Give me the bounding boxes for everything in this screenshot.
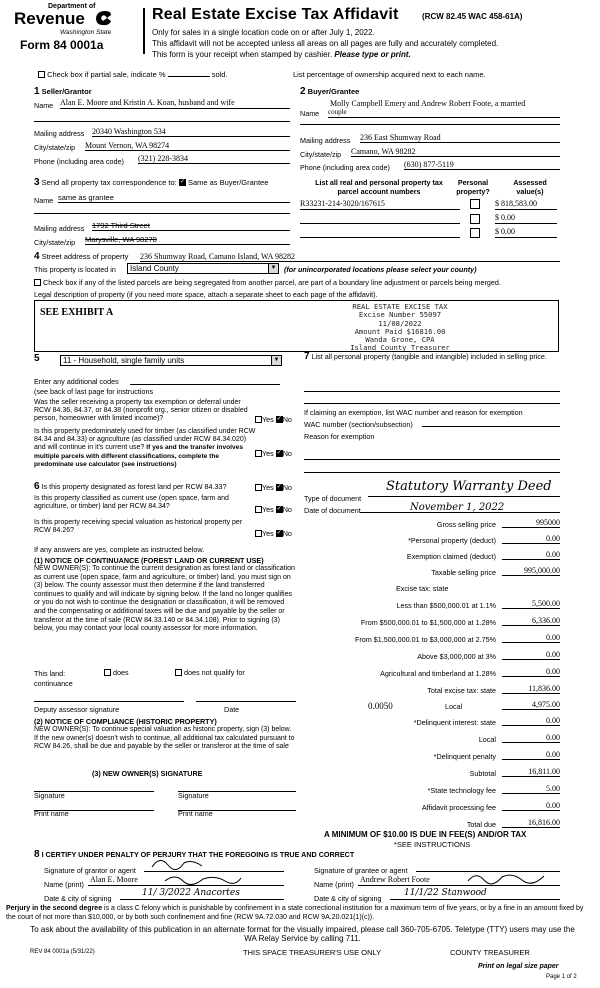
- section-6-number: 6: [34, 481, 40, 492]
- revision-code: REV 84 0001a (5/31/22): [30, 949, 95, 955]
- section-3-number: 3: [34, 177, 40, 188]
- personal-property-checkbox-3[interactable]: [470, 228, 480, 238]
- tax-label-delinquent-interest: *Delinquent interest: state: [413, 718, 496, 727]
- alternate-format-note: To ask about the availability of this publication in an alternate format for the visually impaired, please call 360-705-6705. Teletype (TTY) users may use the WA Relay Service by calling 711.: [30, 925, 575, 943]
- stamp-line-1: REAL ESTATE EXCISE TAX: [352, 302, 448, 311]
- personal-property-checkbox-1[interactable]: [470, 199, 480, 209]
- treasurer-stamp: [325, 303, 475, 353]
- tax-value-delinquent-local[interactable]: 0.00: [502, 733, 560, 743]
- seller-phone-field[interactable]: (321) 228-3834: [138, 154, 290, 164]
- tax-value-processing-fee[interactable]: 0.00: [502, 801, 560, 811]
- deputy-date-field[interactable]: [196, 694, 296, 702]
- buyer-city-field[interactable]: Camano, WA 98282: [351, 147, 560, 157]
- seller-name-label: Name: [34, 101, 54, 110]
- continuance-label: continuance: [34, 679, 73, 688]
- same-as-buyer-label: Same as Buyer/Grantee: [187, 178, 269, 187]
- parcel-col-header: List all real and personal property tax parcel account numbers: [315, 178, 443, 196]
- q-current-use-yes[interactable]: [255, 506, 262, 513]
- tax-value-subtotal[interactable]: 16,811.00: [502, 767, 560, 777]
- print-name-label-2: Print name: [178, 809, 213, 818]
- tax-label-agri: Agricultural and timberland at 1.28%: [380, 669, 496, 678]
- legal-description-box[interactable]: [34, 300, 559, 352]
- land-does-checkbox[interactable]: [104, 669, 111, 676]
- tax-value-tier4[interactable]: 0.00: [502, 650, 560, 660]
- page-number: Page 1 of 2: [546, 974, 577, 980]
- grantee-date-field[interactable]: 11/1/22 Stanwood: [404, 888, 487, 898]
- tax-value-tier1[interactable]: 5,500.00: [502, 599, 560, 609]
- grantor-date-field[interactable]: 11/ 3/2022 Anacortes: [142, 888, 240, 898]
- seller-city-label: City/state/zip: [34, 143, 76, 152]
- street-address-field[interactable]: 236 Shumway Road, Camano Island, WA 98282: [140, 252, 560, 262]
- county-treasurer-label: COUNTY TREASURER: [450, 948, 530, 957]
- tax-label-personal: *Personal property (deduct): [408, 536, 496, 545]
- seller-city-field[interactable]: Mount Vernon, WA 98274: [85, 141, 290, 151]
- county-select-value: Island County: [130, 264, 179, 273]
- tax-value-tier2[interactable]: 6,336.00: [502, 616, 560, 626]
- certify-statement: I CERTIFY UNDER PENALTY OF PERJURY THAT THE FOREGOING IS TRUE AND CORRECT: [41, 850, 355, 859]
- county-select[interactable]: [127, 263, 279, 274]
- yes-label: Yes: [262, 483, 274, 492]
- tax-value-tech-fee[interactable]: 5.00: [502, 784, 560, 794]
- dor-logo: [8, 4, 133, 54]
- no-label: No: [282, 449, 292, 458]
- buyer-heading: Buyer/Grantee: [307, 87, 360, 96]
- tax-value-delinquent-interest[interactable]: 0.00: [502, 716, 560, 726]
- minimum-due-note: A MINIMUM OF $10.00 IS DUE IN FEE(S) AND/OR TAX: [324, 830, 527, 839]
- q-historic-no[interactable]: [276, 530, 283, 537]
- tax-label-delinquent-local: Local: [478, 735, 496, 744]
- tax-value-local[interactable]: 4,975.00: [502, 700, 560, 710]
- buyer-city-label: City/state/zip: [300, 150, 342, 159]
- q-current-use-no[interactable]: [276, 506, 283, 513]
- exemption-claim-label: If claiming an exemption, list WAC number and reason for exemption: [304, 408, 523, 417]
- buyer-name-line2[interactable]: couple: [328, 108, 560, 118]
- historic-question: Is this property receiving special valuation as historical property per RCW 84.26?: [34, 519, 243, 535]
- doc-date-label: Date of document: [304, 506, 361, 515]
- excise-state-heading: Excise tax: state: [396, 584, 449, 593]
- compliance-heading: (2) NOTICE OF COMPLIANCE (HISTORIC PROPERTY): [34, 717, 217, 726]
- grantor-signature-image: [150, 857, 210, 871]
- q-exemption-no[interactable]: [276, 416, 283, 423]
- form-title-ref: (RCW 82.45 WAC 458-61A): [422, 12, 523, 21]
- seller-mail-field[interactable]: 20340 Washington 534: [92, 127, 290, 137]
- grantor-name-field[interactable]: Alan E. Moore: [90, 875, 138, 884]
- no-label: No: [282, 415, 292, 424]
- form-number: Form 84 0001a: [20, 38, 104, 52]
- tax-value-gross[interactable]: 995000: [502, 518, 560, 528]
- forest-land-question: Is this property designated as forest land per RCW 84.33?: [41, 482, 227, 491]
- signature-label-2: Signature: [178, 791, 209, 800]
- assessed-value-1[interactable]: $ 818,583.00: [495, 199, 557, 210]
- seller-phone-label: Phone (including area code): [34, 157, 124, 166]
- current-use-question: Is this property classified as current use (open space, farm and agriculture, or timber) land per RCW 84.34?: [34, 495, 229, 511]
- perjury-bold: Perjury in the second degree: [6, 905, 103, 912]
- signature-label-1: Signature: [34, 791, 65, 800]
- wa-logo-icon: [93, 9, 113, 27]
- section-5-number: 5: [34, 353, 40, 364]
- yes-label: Yes: [262, 415, 274, 424]
- parcel-account-3[interactable]: [300, 227, 460, 238]
- q-historic-yes[interactable]: [255, 530, 262, 537]
- deputy-signature-field[interactable]: [34, 694, 184, 702]
- grantor-cosignature-image: [163, 873, 243, 885]
- yes-label: Yes: [262, 449, 274, 458]
- tax-label-processing-fee: Affidavit processing fee: [421, 803, 496, 812]
- partial-sold-label: sold.: [211, 70, 228, 79]
- tax-label-subtotal: Subtotal: [469, 769, 496, 778]
- buyer-name-line1[interactable]: Molly Campbell Emery and Andrew Robert Foote, a married: [330, 99, 526, 108]
- revenue-text: Revenue: [14, 9, 85, 28]
- corr-mail-field[interactable]: 1792 Third Street: [92, 221, 150, 230]
- exemption-reason-field-2[interactable]: [304, 465, 560, 473]
- exemption-reason-label: Reason for exemption: [304, 432, 375, 441]
- tax-label-gross: Gross selling price: [436, 520, 496, 529]
- additional-codes-note: (see back of last page for instructions: [34, 387, 154, 396]
- land-does-label: does: [113, 668, 129, 677]
- new-owner-signature-heading: (3) NEW OWNER(S) SIGNATURE: [92, 769, 203, 778]
- exemption-question: Was the seller receiving a property tax exemption or deferral under RCW 84.36, 84.37, or 84.38 (nonprofit org., senior citizen or disabled person, homeowner with limited income)?: [34, 399, 248, 423]
- partial-percent-field[interactable]: [168, 76, 210, 77]
- buyer-phone-label: Phone (including area code): [300, 163, 390, 172]
- q-timber-no[interactable]: [276, 450, 283, 457]
- header-line-3b: Please type or print.: [334, 50, 411, 59]
- stamp-line-2: Excise Number 55097: [358, 310, 442, 320]
- grantor-signature-label: Signature of grantor or agent: [44, 866, 136, 875]
- tax-label-tier3: From $1,500,000.01 to $3,000,000 at 2.75%: [354, 635, 496, 644]
- tax-label-tier1: Less than $500,000.01 at 1.1%: [396, 601, 496, 610]
- corr-mail-label: Mailing address: [34, 224, 85, 233]
- form-title: Real Estate Excise Tax Affidavit: [152, 6, 399, 23]
- grantor-name-label: Name (print): [44, 880, 84, 889]
- tax-value-personal[interactable]: 0.00: [502, 534, 560, 544]
- section-7-number: 7: [304, 351, 310, 362]
- list-percentage-note: List percentage of ownership acquired next to each name.: [293, 70, 486, 79]
- doc-type-label: Type of document: [304, 494, 362, 503]
- local-label: Local: [445, 702, 463, 711]
- washington-state-text: Washington State: [60, 29, 112, 36]
- section-8-number: 8: [34, 849, 40, 860]
- section-4-number: 4: [34, 251, 40, 262]
- q-forest-no[interactable]: [276, 484, 283, 491]
- buyer-mail-label: Mailing address: [300, 136, 351, 145]
- correspondence-label: Send all property tax correspondence to:: [41, 178, 177, 187]
- compliance-text: NEW OWNER(S): To continue special valuation as historic property, sign (3) below. If the new owner(s) doesn't wish to continue, all additional tax calculated pursuant to RCW 84.26, shall be due and payable by the seller or transferor at the time of sale: [34, 726, 295, 751]
- land-does-not-label: does not qualify for: [184, 668, 245, 677]
- tax-label-state-total: Total excise tax: state: [427, 686, 496, 695]
- additional-codes-field[interactable]: [130, 376, 280, 385]
- grantor-signature-field[interactable]: [144, 862, 284, 872]
- tax-value-exemption[interactable]: 0.00: [502, 550, 560, 560]
- timber-question-note: If yes and the transfer involves multiple parcels with different classifications, complete the predominate use calculator (see instructions): [34, 444, 243, 468]
- yes-label: Yes: [262, 529, 274, 538]
- stamp-line-5: Wanda Grone, CPA: [365, 335, 435, 345]
- stamp-line-3: 11/08/2022: [378, 318, 422, 328]
- header-line-3: This form is your receipt when stamped by cashier.: [152, 50, 333, 59]
- seller-heading: Seller/Grantor: [41, 87, 92, 96]
- personal-property-label: List all personal property (tangible and intangible) included in selling price.: [311, 352, 547, 361]
- partial-sale-label: Check box if partial sale, indicate %: [47, 70, 166, 79]
- legal-description-label: Legal description of property (if you need more space, attach a separate sheet to each page of the affidavit).: [34, 290, 378, 299]
- tax-value-agri[interactable]: 0.00: [502, 667, 560, 677]
- tax-label-total-due: Total due: [466, 820, 496, 829]
- segregated-checkbox[interactable]: [34, 279, 41, 286]
- seller-mail-label: Mailing address: [34, 129, 85, 138]
- stamp-line-4: Amount Paid $16816.00: [354, 326, 446, 336]
- land-does-not-checkbox[interactable]: [175, 669, 182, 676]
- assessed-value-2[interactable]: $ 0.00: [495, 213, 557, 224]
- stamp-line-6: Island County Treasurer: [350, 343, 450, 353]
- assessed-value-3[interactable]: $ 0.00: [495, 227, 557, 238]
- assessed-col-header: Assessed value(s): [513, 178, 547, 196]
- land-use-value: 11 - Household, single family units: [63, 356, 185, 365]
- header-line-2: This affidavit will not be accepted unless all areas on all pages are fully and accurately completed.: [152, 39, 499, 48]
- corr-city-field[interactable]: Marysville, WA 98270: [85, 235, 157, 244]
- grantee-name-label: Name (print): [314, 880, 354, 889]
- located-in-label: This property is located in: [34, 265, 116, 274]
- continuance-text: NEW OWNER(S): To continue the current designation as forest land or classification as current use (open space, farm and agriculture, or timber) land, you must sign on (3) below. The county assessor must then determine if the land transferred continues to qualify and will indicate by signing below. If the land no longer qualifies or you do not wish to continue the designation or classification, it will be removed and the compensating or additional taxes will be due and payable by the seller or transferor at the time of sale (RCW 84.33.140 or 84.34.108). Prior to signing (3) below, you may contact your local county assessor for more information.: [34, 565, 295, 633]
- this-land-label: This land:: [34, 669, 66, 678]
- timber-question: Is this property predominately used for timber (as classified under RCW 84.34 and 84.33) or agriculture (as classified under RCW 84.34.020) and will continue in it's current use?: [34, 428, 256, 452]
- continuance-heading: (1) NOTICE OF CONTINUANCE (FOREST LAND OR CURRENT USE): [34, 556, 264, 565]
- exemption-reason-field[interactable]: [304, 452, 560, 460]
- buyer-name-label: Name: [300, 109, 320, 118]
- chevron-down-icon[interactable]: ▼: [271, 356, 281, 365]
- segregated-label: Check box if any of the listed parcels are being segregated from another parcel, are part of a boundary line adjustment or parcels being merged.: [43, 278, 501, 287]
- deputy-signature-label: Deputy assessor signature: [34, 705, 120, 714]
- corr-city-label: City/state/zip: [34, 238, 76, 247]
- wac-number-label: WAC number (section/subsection): [304, 420, 413, 429]
- deputy-date-label: Date: [224, 705, 240, 714]
- header-line-1: Only for sales in a single location code on or after July 1, 2022.: [152, 28, 375, 37]
- doc-type-field[interactable]: Statutory Warranty Deed: [386, 479, 552, 494]
- q-forest-yes[interactable]: [255, 484, 262, 491]
- tax-label-exemption: Exemption claimed (deduct): [406, 552, 496, 561]
- see-exhibit-text: SEE EXHIBIT A: [40, 307, 114, 318]
- buyer-mail-field[interactable]: 236 East Shumway Road: [360, 133, 560, 143]
- grantee-signature-image: [466, 871, 546, 885]
- county-note: (for unincorporated locations please select your county): [284, 265, 477, 274]
- any-yes-note: If any answers are yes, complete as instructed below.: [34, 545, 205, 554]
- treasurer-use-label: THIS SPACE TREASURER'S USE ONLY: [243, 948, 382, 957]
- parcel-account-1[interactable]: R33231-214-3020/167615: [300, 199, 460, 210]
- grantor-date-label: Date & city of signing: [44, 894, 112, 903]
- tax-label-tier4: Above $3,000,000 at 3%: [417, 652, 496, 661]
- perjury-text: is a class C felony which is punishable by confinement in a state correctional institution for a maximum term of five years, or by a fine in an amount fixed by the court of not more than $10,000, or by both such confinement and fine (RCW 9A.72.030 and RCW 9A.20.021(1)(c)).: [6, 905, 584, 921]
- q-exemption-yes[interactable]: [255, 416, 262, 423]
- print-name-label-1: Print name: [34, 809, 69, 818]
- tax-value-taxable[interactable]: 995,000.00: [502, 566, 560, 576]
- legal-paper-note: Print on legal size paper: [478, 963, 559, 970]
- tax-value-tier3[interactable]: 0.00: [502, 633, 560, 643]
- no-label: No: [282, 505, 292, 514]
- chevron-down-icon[interactable]: ▼: [268, 264, 278, 273]
- street-address-label: Street address of property: [41, 252, 129, 261]
- personal-col-header: Personal property?: [456, 178, 490, 196]
- tax-label-delinquent-penalty: *Delinquent penalty: [433, 752, 496, 761]
- grantee-name-field[interactable]: Andrew Robert Foote: [360, 875, 430, 884]
- personal-property-field[interactable]: [304, 384, 560, 392]
- section-1-number: 1: [34, 86, 40, 97]
- corr-name-field[interactable]: same as grantee: [58, 193, 290, 203]
- tax-value-state-total[interactable]: 11,836.00: [502, 684, 560, 694]
- partial-sale-checkbox[interactable]: [38, 71, 45, 78]
- tax-label-tier2: From $500,000.01 to $1,500,000 at 1.28%: [360, 618, 496, 627]
- grantee-signature-label: Signature of grantee or agent: [314, 866, 408, 875]
- parcel-account-2[interactable]: [300, 213, 460, 224]
- buyer-phone-field[interactable]: (630) 877-5119: [404, 160, 560, 170]
- additional-codes-label: Enter any additional codes: [34, 377, 119, 386]
- local-rate[interactable]: 0.0050: [368, 701, 393, 711]
- tax-value-delinquent-penalty[interactable]: 0.00: [502, 750, 560, 760]
- department-of-text: Department of: [48, 3, 96, 10]
- personal-property-checkbox-2[interactable]: [470, 214, 480, 224]
- grantee-date-label: Date & city of signing: [314, 894, 382, 903]
- q-timber-yes[interactable]: [255, 450, 262, 457]
- yes-label: Yes: [262, 505, 274, 514]
- tax-label-tech-fee: *State technology fee: [427, 786, 496, 795]
- corr-name-label: Name: [34, 196, 54, 205]
- tax-value-total-due[interactable]: 16,816.00: [502, 818, 560, 828]
- tax-label-taxable: Taxable selling price: [431, 568, 496, 577]
- personal-property-field-2[interactable]: [304, 396, 560, 404]
- wac-number-field[interactable]: [422, 419, 560, 427]
- see-instructions-note: *SEE INSTRUCTIONS: [394, 840, 471, 849]
- same-as-buyer-checkbox[interactable]: [179, 179, 186, 186]
- seller-name-field[interactable]: Alan E. Moore and Kristin A. Koan, husband and wife: [60, 98, 290, 109]
- land-use-select[interactable]: [60, 355, 282, 366]
- no-label: No: [282, 483, 292, 492]
- doc-date-field[interactable]: November 1, 2022: [410, 502, 505, 513]
- no-label: No: [282, 529, 292, 538]
- section-2-number: 2: [300, 86, 306, 97]
